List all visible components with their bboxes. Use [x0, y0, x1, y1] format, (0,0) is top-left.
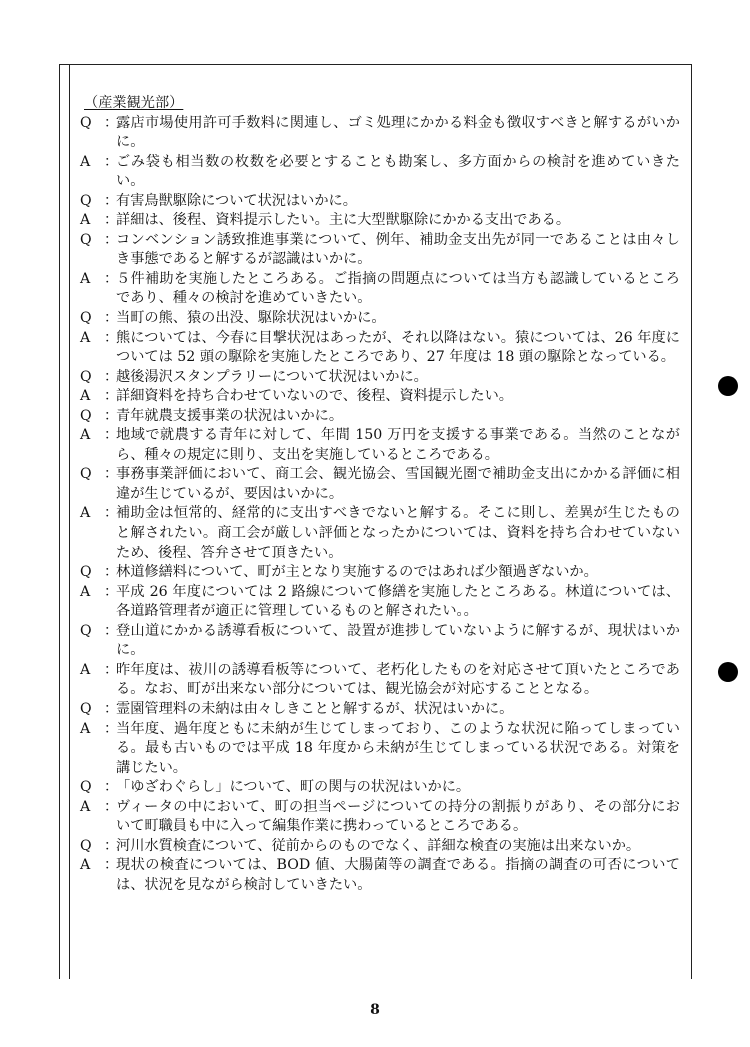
entry-colon: ： — [104, 857, 119, 874]
entry-colon: ： — [104, 212, 119, 229]
entry-text: 青年就農支援事業の状況はいかに。 — [116, 407, 344, 424]
question-entry — [80, 231, 680, 270]
entry-label: A — [80, 720, 91, 737]
entry-label: Q — [80, 231, 92, 248]
entry-text: コンベンション誘致推進事業について、例年、補助金支出先が同一であることは由々しき事態であると解するが認識はいかに。 — [116, 231, 680, 268]
answer-entry — [80, 153, 680, 192]
answer-entry — [80, 798, 680, 837]
entry-text: 地域で就農する青年に対して、年間 150 万円を支援する事業である。当然のことながら、種々の規定に則り、支出を実施しているところである。 — [116, 427, 680, 463]
entry-label: A — [80, 329, 91, 346]
margin-rule — [69, 65, 70, 979]
question-entry — [80, 309, 680, 329]
entry-label: A — [80, 583, 91, 600]
question-entry — [80, 114, 680, 153]
entry-text: 詳細資料を持ち合わせていないので、後程、資料提示したい。 — [116, 388, 513, 405]
entry-colon: ： — [104, 407, 119, 424]
entry-colon: ： — [104, 388, 119, 405]
entry-label: Q — [80, 700, 92, 717]
entry-label: Q — [80, 564, 92, 581]
question-entry — [80, 563, 680, 583]
qa-content — [80, 94, 680, 895]
entry-label: Q — [80, 192, 92, 209]
entry-label: Q — [80, 407, 92, 424]
entry-text: ヴィータの中において、町の担当ページについての持分の割振りがあり、その部分において町職員も中に入って編集作業に携わっているところである。 — [116, 798, 680, 835]
entry-label: A — [80, 270, 91, 287]
entry-text: 平成 26 年度については 2 路線について修繕を実施したところある。林道については、各道路管理者が適正に管理しているものと解されたい。。 — [116, 583, 680, 620]
binder-hole-upper — [718, 376, 738, 396]
answer-entry — [80, 720, 680, 779]
question-entry — [80, 837, 680, 857]
entry-colon: ： — [104, 192, 119, 209]
answer-entry — [80, 661, 680, 700]
question-entry — [80, 368, 680, 388]
entry-text: 露店市場使用許可手数料に関連し、ゴミ処理にかかる料金も徴収すべきと解するがいかに。 — [116, 114, 680, 151]
entry-colon: ： — [104, 231, 119, 248]
answer-entry — [80, 387, 680, 407]
entry-colon: ： — [104, 368, 119, 385]
answer-entry — [80, 856, 680, 895]
entry-text: 登山道にかかる誘導看板について、設置が進捗していないように解するが、現状はいかに。 — [116, 622, 680, 659]
question-entry — [80, 407, 680, 427]
question-entry — [80, 465, 680, 504]
entry-label: A — [80, 798, 91, 815]
entry-text: 詳細は、後程、資料提示したい。主に大型獣駆除にかかる支出である。 — [116, 212, 571, 229]
entry-label: A — [80, 857, 91, 874]
entry-label: Q — [80, 368, 92, 385]
entry-label: A — [80, 388, 91, 405]
entry-colon: ： — [104, 700, 119, 717]
entry-colon: ： — [104, 153, 119, 170]
entry-label: A — [80, 153, 91, 170]
entry-colon: ： — [104, 779, 119, 796]
entry-colon: ： — [104, 798, 119, 815]
entry-colon: ： — [104, 466, 119, 483]
entry-text: 当町の熊、猿の出没、駆除状況はいかに。 — [116, 310, 386, 327]
entry-label: Q — [80, 310, 92, 327]
entry-text: 現状の検査については、BOD 値、大腸菌等の調査である。指摘の調査の可否については、状況を見ながら検討していきたい。 — [116, 857, 680, 893]
entry-text: 霊園管理料の未納は由々しきことと解するが、状況はいかに。 — [116, 700, 514, 717]
entry-label: Q — [80, 779, 92, 796]
qa-list — [80, 114, 680, 896]
entry-text: ５件補助を実施したところある。ご指摘の問題点については当方も認識しているところであり、種々の検討を進めていきたい。 — [116, 270, 680, 307]
page-number: 8 — [370, 1002, 380, 1018]
entry-colon: ： — [104, 661, 119, 678]
entry-colon: ： — [104, 837, 119, 854]
entry-label: Q — [80, 622, 92, 639]
entry-colon: ： — [104, 270, 119, 287]
entry-label: Q — [80, 837, 92, 854]
entry-text: 昨年度は、祓川の誘導看板等について、老朽化したものを対応させて頂いたところである。なお、町が出来ない部分については、観光協会が対応することとなる。 — [116, 661, 680, 698]
entry-text: 林道修繕料について、町が主となり実施するのではあれば少額過ぎないか。 — [116, 564, 598, 581]
entry-label: A — [80, 212, 91, 229]
entry-text: 「ゆざわぐらし」について、町の関与の状況はいかに。 — [116, 779, 471, 796]
entry-text: 補助金は恒常的、経常的に支出すべきでないと解する。そこに則し、差異が生じたものと解されたい。商工会が厳しい評価となったかについては、資料を持ち合わせていないため、後程、答弁させて頂きたい。 — [116, 505, 680, 561]
binder-hole-lower — [718, 662, 738, 682]
answer-entry — [80, 504, 680, 563]
question-entry — [80, 192, 680, 212]
entry-colon: ： — [104, 329, 119, 346]
entry-text: 河川水質検査について、従前からのものでなく、詳細な検査の実施は出来ないか。 — [116, 837, 641, 854]
question-entry — [80, 778, 680, 798]
entry-text: 有害鳥獣駆除について状況はいかに。 — [116, 192, 357, 209]
question-entry — [80, 700, 680, 720]
section-title: （産業観光部） — [84, 95, 184, 111]
entry-colon: ： — [104, 583, 119, 600]
answer-entry — [80, 270, 680, 309]
entry-colon: ： — [104, 622, 119, 639]
entry-text: ごみ袋も相当数の枚数を必要とすることも勘案し、多方面からの検討を進めていきたい。 — [116, 153, 680, 190]
entry-colon: ： — [104, 427, 119, 444]
entry-label: A — [80, 427, 91, 444]
entry-text: 事務事業評価において、商工会、観光協会、雪国観光圏で補助金支出にかかる評価に相違が生じているが、要因はいかに。 — [116, 466, 680, 502]
answer-entry — [80, 211, 680, 231]
entry-label: A — [80, 661, 91, 678]
entry-text: 当年度、過年度ともに未納が生じてしまっており、このような状況に陥ってしまっている。最も古いものでは平成 18 年度から未納が生じてしまっている状況である。対策を講じたい。 — [116, 720, 680, 776]
answer-entry — [80, 426, 680, 465]
entry-label: Q — [80, 114, 92, 131]
answer-entry — [80, 583, 680, 622]
entry-colon: ： — [104, 310, 119, 327]
entry-colon: ： — [104, 505, 119, 522]
entry-label: A — [80, 505, 91, 522]
entry-colon: ： — [104, 720, 119, 737]
entry-colon: ： — [104, 564, 119, 581]
entry-text: 熊については、今春に目撃状況はあったが、それ以降はない。猿については、26 年度については 52 頭の駆除を実施したところであり、27 年度は 18 頭の駆除となっている。 — [116, 329, 680, 366]
answer-entry — [80, 329, 680, 368]
entry-colon: ： — [104, 114, 119, 131]
question-entry — [80, 622, 680, 661]
entry-label: Q — [80, 466, 92, 483]
entry-text: 越後湯沢スタンプラリーについて状況はいかに。 — [116, 368, 428, 385]
